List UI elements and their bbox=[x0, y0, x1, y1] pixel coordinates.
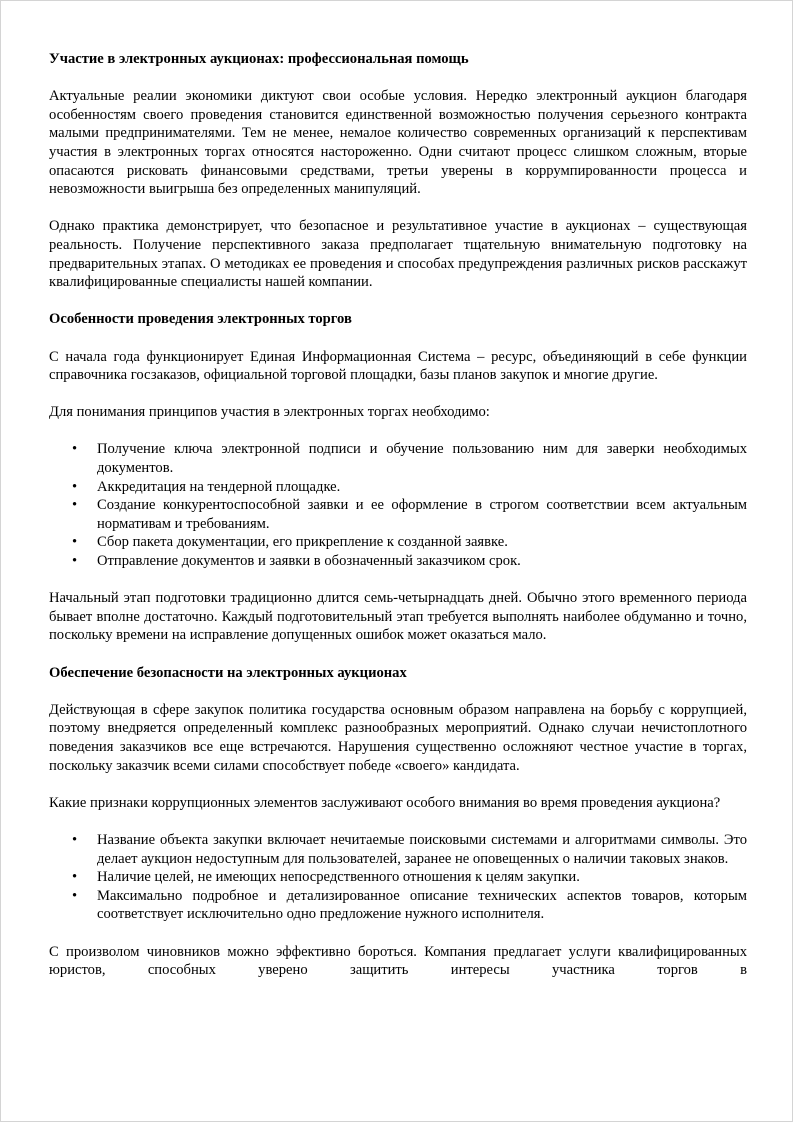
paragraph: Начальный этап подготовки традиционно длится семь-четырнадцать дней. Обычно этого временного периода бывает вполне достаточно. Каждый подготовительный этап требуется выполнять наиболее обдуманно и точно, поскольку времени на исправление допущенных ошибок может оказаться мало. bbox=[49, 590, 747, 644]
requirements-list bbox=[49, 440, 747, 570]
list-item bbox=[49, 831, 747, 868]
list-item-text: Наличие целей, не имеющих непосредственного отношения к целям закупки. bbox=[97, 869, 580, 886]
document-body bbox=[49, 50, 747, 998]
bullet-icon: • bbox=[72, 887, 78, 904]
bullet-icon: • bbox=[72, 534, 78, 551]
corruption-signs-list bbox=[49, 831, 747, 924]
paragraph: Действующая в сфере закупок политика государства основным образом направлена на борьбу с коррупцией, поэтому внедряется определенный комплекс разнообразных мероприятий. Однако случаи нечистоплотного поведения заказчиков все еще встречаются. Нарушения существенно осложняют честное участие в торгах, поскольку заказчик всеми силами способствует победе «своего» кандидата. bbox=[49, 701, 747, 774]
list-item bbox=[49, 533, 747, 552]
list-item-text: Название объекта закупки включает нечитаемые поисковыми системами и алгоритмами символы. Это делает аукцион недоступным для пользователей, заранее не оповещенных о наличии таковых знаков. bbox=[97, 831, 747, 867]
list-item bbox=[49, 478, 747, 497]
paragraph: Для понимания принципов участия в электронных торгах необходимо: bbox=[49, 404, 490, 421]
list-item bbox=[49, 496, 747, 533]
heading-features: Особенности проведения электронных торгов bbox=[49, 311, 352, 328]
bullet-icon: • bbox=[72, 478, 78, 495]
list-item-text: Аккредитация на тендерной площадке. bbox=[97, 478, 341, 495]
bullet-icon: • bbox=[72, 441, 78, 458]
heading-participation: Участие в электронных аукционах: профессиональная помощь bbox=[49, 51, 469, 67]
list-item bbox=[49, 887, 747, 924]
paragraph: Какие признаки коррупционных элементов заслуживают особого внимания во время проведения аукциона? bbox=[49, 794, 721, 811]
paragraph: С начала года функционирует Единая Информационная Система – ресурс, объединяющий в себе функции справочника госзаказов, официальной торговой площадки, базы планов закупок и многие другие. bbox=[49, 348, 747, 384]
bullet-icon: • bbox=[72, 831, 78, 848]
list-item bbox=[49, 552, 747, 571]
list-item-text: Сбор пакета документации, его прикрепление к созданной заявке. bbox=[97, 534, 508, 551]
paragraph-truncated: С произволом чиновников можно эффективно бороться. Компания предлагает услуги квалифицированных юристов, способных уверено защитить интересы участника торгов в bbox=[49, 943, 747, 979]
list-item bbox=[49, 868, 747, 887]
list-item bbox=[49, 440, 747, 477]
list-item-text: Получение ключа электронной подписи и обучение пользованию ним для заверки необходимых документов. bbox=[97, 441, 747, 477]
bullet-icon: • bbox=[72, 497, 78, 514]
list-item-text: Создание конкурентоспособной заявки и ее оформление в строгом соответствии всем актуальным нормативам и требованиям. bbox=[97, 497, 747, 532]
list-item-text: Максимально подробное и детализированное описание технических аспектов товаров, которым соответствует исключительно одно предложение нужного исполнителя. bbox=[97, 887, 747, 923]
bullet-icon: • bbox=[72, 553, 78, 570]
bullet-icon: • bbox=[72, 869, 78, 886]
heading-security: Обеспечение безопасности на электронных аукционах bbox=[49, 664, 407, 681]
list-item-text: Отправление документов и заявки в обозначенный заказчиком срок. bbox=[97, 553, 521, 570]
paragraph: Актуальные реалии экономики диктуют свои особые условия. Нередко электронный аукцион благодаря особенностям своего проведения становится единственной возможностью получения серьезного контракта малыми предпринимателями. Тем не менее, немалое количество современных организаций к перспективам участия в электронных торгах относятся настороженно. Одни считают процесс слишком сложным, вторые опасаются рисковать финансовыми средствами, третьи уверены в коррумпированности процесса и невозможности выигрыша без определенных манипуляций. bbox=[49, 88, 747, 198]
paragraph: Однако практика демонстрирует, что безопасное и результативное участие в аукционах – существующая реальность. Получение перспективного заказа предполагает тщательную внимательную подготовку на предварительных этапах. О методиках ее проведения и способах предупреждения различных рисков расскажут квалифицированные специалисты нашей компании. bbox=[49, 218, 747, 291]
